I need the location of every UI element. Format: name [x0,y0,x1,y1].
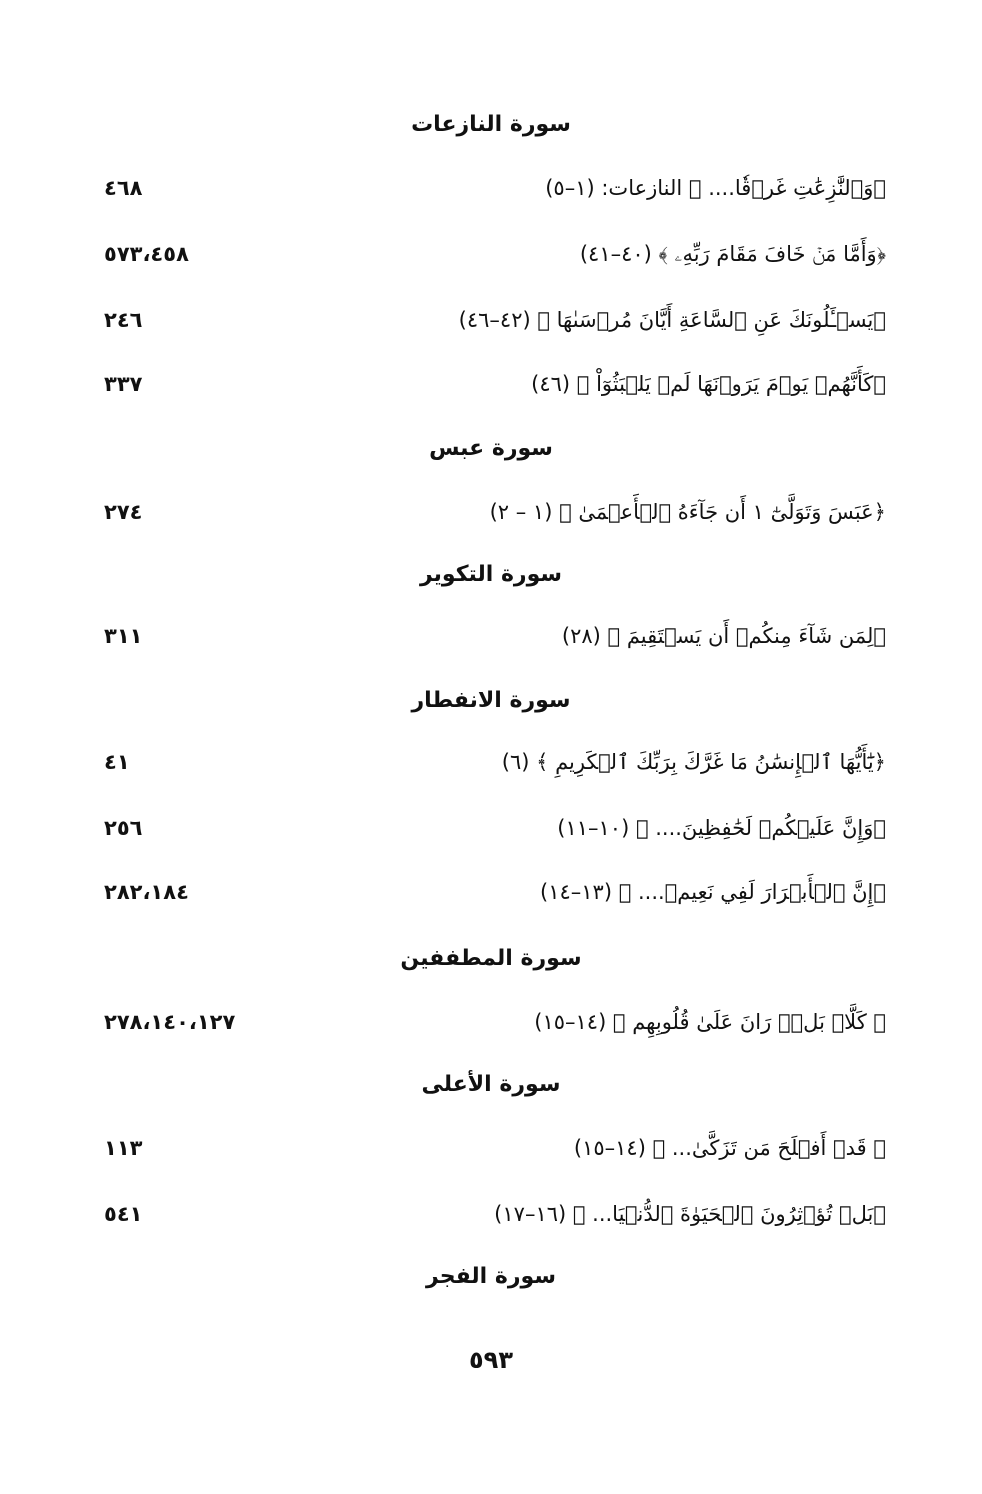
index-entry [0,816,982,856]
page-references: ٤١ [104,750,130,774]
verse-text: ﴿عَبَسَ وَتَوَلَّىٰٓ ١ أَن جَآءَهُ ٱلۡأَعۡمَىٰ ﴾ (١ – ٢) [489,500,886,524]
section-heading-abasa: سورة عبس [429,436,553,461]
index-entry [0,1202,982,1242]
page-references: ٢٧٤ [104,500,143,524]
section-heading-fajr: سورة الفجر [426,1264,556,1289]
section-heading-infitar: سورة الانفطار [411,688,571,713]
verse-text: ﴿وَإِنَّ عَلَيۡكُمۡ لَحَٰفِظِينَ.... ﴾ (١٠–١١) [557,816,886,840]
index-entry [0,176,982,216]
index-entry [0,750,982,790]
verse-text: ﴿ كَلَّاۖ بَلۡۜ رَانَ عَلَىٰ قُلُوبِهِم ﴾ (١٤–١٥) [534,1010,886,1034]
index-entry [0,242,982,282]
section-heading-ala: سورة الأعلى [421,1072,561,1097]
index-entry [0,624,982,664]
page-number: ٥٩٣ [469,1346,513,1374]
verse-text: ﴿ قَدۡ أَفۡلَحَ مَن تَزَكَّىٰ... ﴾ (١٤–١٥) [573,1136,886,1160]
page-references: ٣١١ [104,624,143,648]
verse-text: ﴿وَأَمَّا مَنۡ خَافَ مَقَامَ رَبِّهِۦ ﴾ (٤٠–٤١) [579,242,886,266]
index-entry [0,308,982,348]
section-heading-mutaffifin: سورة المطففين [400,946,582,971]
page-references: ٢٤٦ [104,308,143,332]
index-entry [0,372,982,412]
verse-text: ﴿وَٱلنَّٰزِعَٰتِ غَرۡقٗا.... ﴾ النازعات: (١–٥) [545,176,886,200]
verse-text: ﴿إِنَّ ٱلۡأَبۡرَارَ لَفِي نَعِيمٖ.... ﴾ (١٣–١٤) [540,880,886,904]
page-references: ٢٧٨،١٤٠،١٢٧ [104,1010,236,1034]
index-entry [0,500,982,540]
page-references: ٢٨٢،١٨٤ [104,880,189,904]
index-entry [0,1136,982,1176]
verse-text: ﴿يَٰٓأَيُّهَا ٱلۡإِنسَٰنُ مَا غَرَّكَ بِرَبِّكَ ٱلۡكَرِيمِ ﴾ (٦) [501,750,886,774]
verse-text: ﴿لِمَن شَآءَ مِنكُمۡ أَن يَسۡتَقِيمَ ﴾ (٢٨) [561,624,886,648]
page-references: ٥٧٣،٤٥٨ [104,242,189,266]
verse-text: ﴿يَسۡـَٔلُونَكَ عَنِ ٱلسَّاعَةِ أَيَّانَ مُرۡسَىٰهَا ﴾ (٤٢–٤٦) [458,308,886,332]
page-references: ٣٣٧ [104,372,143,396]
section-heading-naziat: سورة النازعات [411,112,571,137]
page-references: ١١٣ [104,1136,143,1160]
page-references: ٢٥٦ [104,816,143,840]
page-references: ٥٤١ [104,1202,143,1226]
index-entry [0,880,982,920]
verse-text: ﴿كَأَنَّهُمۡ يَوۡمَ يَرَوۡنَهَا لَمۡ يَلۡبَثُوٓاْ ﴾ (٤٦) [531,372,886,396]
index-entry [0,1010,982,1050]
verse-text: ﴿بَلۡ تُؤۡثِرُونَ ٱلۡحَيَوٰةَ ٱلدُّنۡيَا... ﴾ (١٦–١٧) [494,1202,886,1226]
page-references: ٤٦٨ [104,176,143,200]
section-heading-takwir: سورة التكوير [419,562,563,587]
